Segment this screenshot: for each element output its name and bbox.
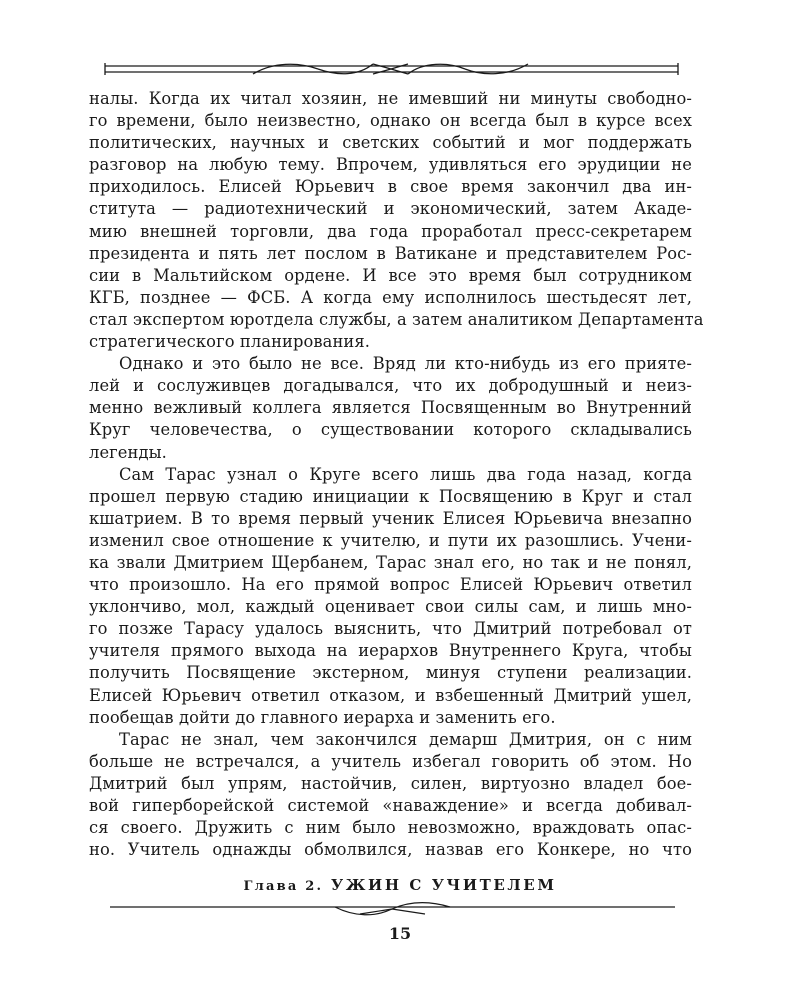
text-line: кшатрием. В то время первый ученик Елисея Юрьевича внезапно (89, 508, 692, 528)
text-line: легенды. (89, 442, 167, 462)
text-line: приходилось. Елисей Юрьевич в свое время закончил два ин- (89, 177, 692, 197)
text-line: что произошло. На его прямой вопрос Елисей Юрьевич ответил (89, 575, 692, 595)
text-line: Дмитрий был упрям, настойчив, силен, виртуозно владел бое- (89, 773, 692, 793)
text-line: Круг человечества, о существовании которого складывались (89, 420, 692, 440)
text-line: стратегического планирования. (89, 332, 371, 352)
text-line: го позже Тарасу удалось выяснить, что Дмитрий потребовал от (89, 619, 692, 639)
top-ornament (103, 58, 680, 80)
chapter-title: УЖИН С УЧИТЕЛЕМ (331, 876, 557, 894)
text-line: получить Посвящение экстерном, минуя ступени реализации. (89, 663, 692, 683)
text-line: уклончиво, мол, каждый оценивает свои силы сам, и лишь мно- (89, 597, 692, 617)
running-footer-title (0, 876, 800, 894)
text-line: сии в Мальтийском ордене. И все это время был сотрудником (89, 265, 692, 285)
text-line: мию внешней торговли, два года проработал пресс-секретарем (89, 221, 692, 241)
text-line: менно вежливый коллега является Посвященным во Внутренний (89, 398, 692, 418)
text-line: пообещав дойти до главного иерарха и заменить его. (89, 707, 556, 727)
text-line: вой гиперборейской системой «наваждение» и всегда добивал- (89, 796, 692, 815)
text-line: ститута — радиотехнический и экономический, затем Акаде- (89, 199, 692, 219)
text-line: КГБ, позднее — ФСБ. А когда ему исполнилось шестьдесят лет, (89, 287, 692, 307)
chapter-label: Глава 2. (243, 879, 324, 894)
text-line: но. Учитель однажды обмолвился, назвав его Конкере, но что (89, 840, 692, 860)
text-line: ка звали Дмитрием Щербанем, Тарас знал его, но так и не понял, (89, 552, 692, 572)
text-line: изменил свое отношение к учителю, и пути их разошлись. Учени- (89, 530, 692, 550)
text-line: президента и пять лет послом в Ватикане и представителем Рос- (89, 243, 692, 263)
paragraph-start: Тарас не знал, чем закончился демарш Дмитрия, он с ним (119, 729, 692, 749)
text-line: налы. Когда их читал хозяин, не имевший ни минуты свободно- (89, 89, 692, 108)
page-number: 15 (388, 924, 412, 943)
text-line: го времени, было неизвестно, однако он всегда был в курсе всех (89, 111, 692, 131)
text-line: прошел первую стадию инициации к Посвящению в Круг и стал (89, 486, 692, 506)
text-line: политических, научных и светских событий и мог поддержать (89, 133, 692, 153)
text-line: учителя прямого выхода на иерархов Внутреннего Круга, чтобы (89, 641, 692, 661)
text-line: стал экспертом юротдела службы, а затем аналитиком Департамента (89, 309, 704, 329)
paragraph-start: Однако и это было не все. Вряд ли кто-нибудь из его прияте- (119, 354, 692, 374)
text-line: лей и сослуживцев догадывался, что их добродушный и неиз- (89, 376, 692, 396)
page-body (89, 88, 704, 861)
paragraph-start: Сам Тарас узнал о Круге всего лишь два года назад, когда (119, 464, 692, 484)
bottom-ornament (110, 900, 675, 920)
text-line: Елисей Юрьевич ответил отказом, и взбешенный Дмитрий ушел, (89, 685, 692, 705)
text-line: разговор на любую тему. Впрочем, удивляться его эрудиции не (89, 155, 692, 175)
text-line: больше не встречался, а учитель избегал говорить об этом. Но (89, 751, 692, 771)
text-line: ся своего. Дружить с ним было невозможно, враждовать опас- (89, 818, 692, 838)
